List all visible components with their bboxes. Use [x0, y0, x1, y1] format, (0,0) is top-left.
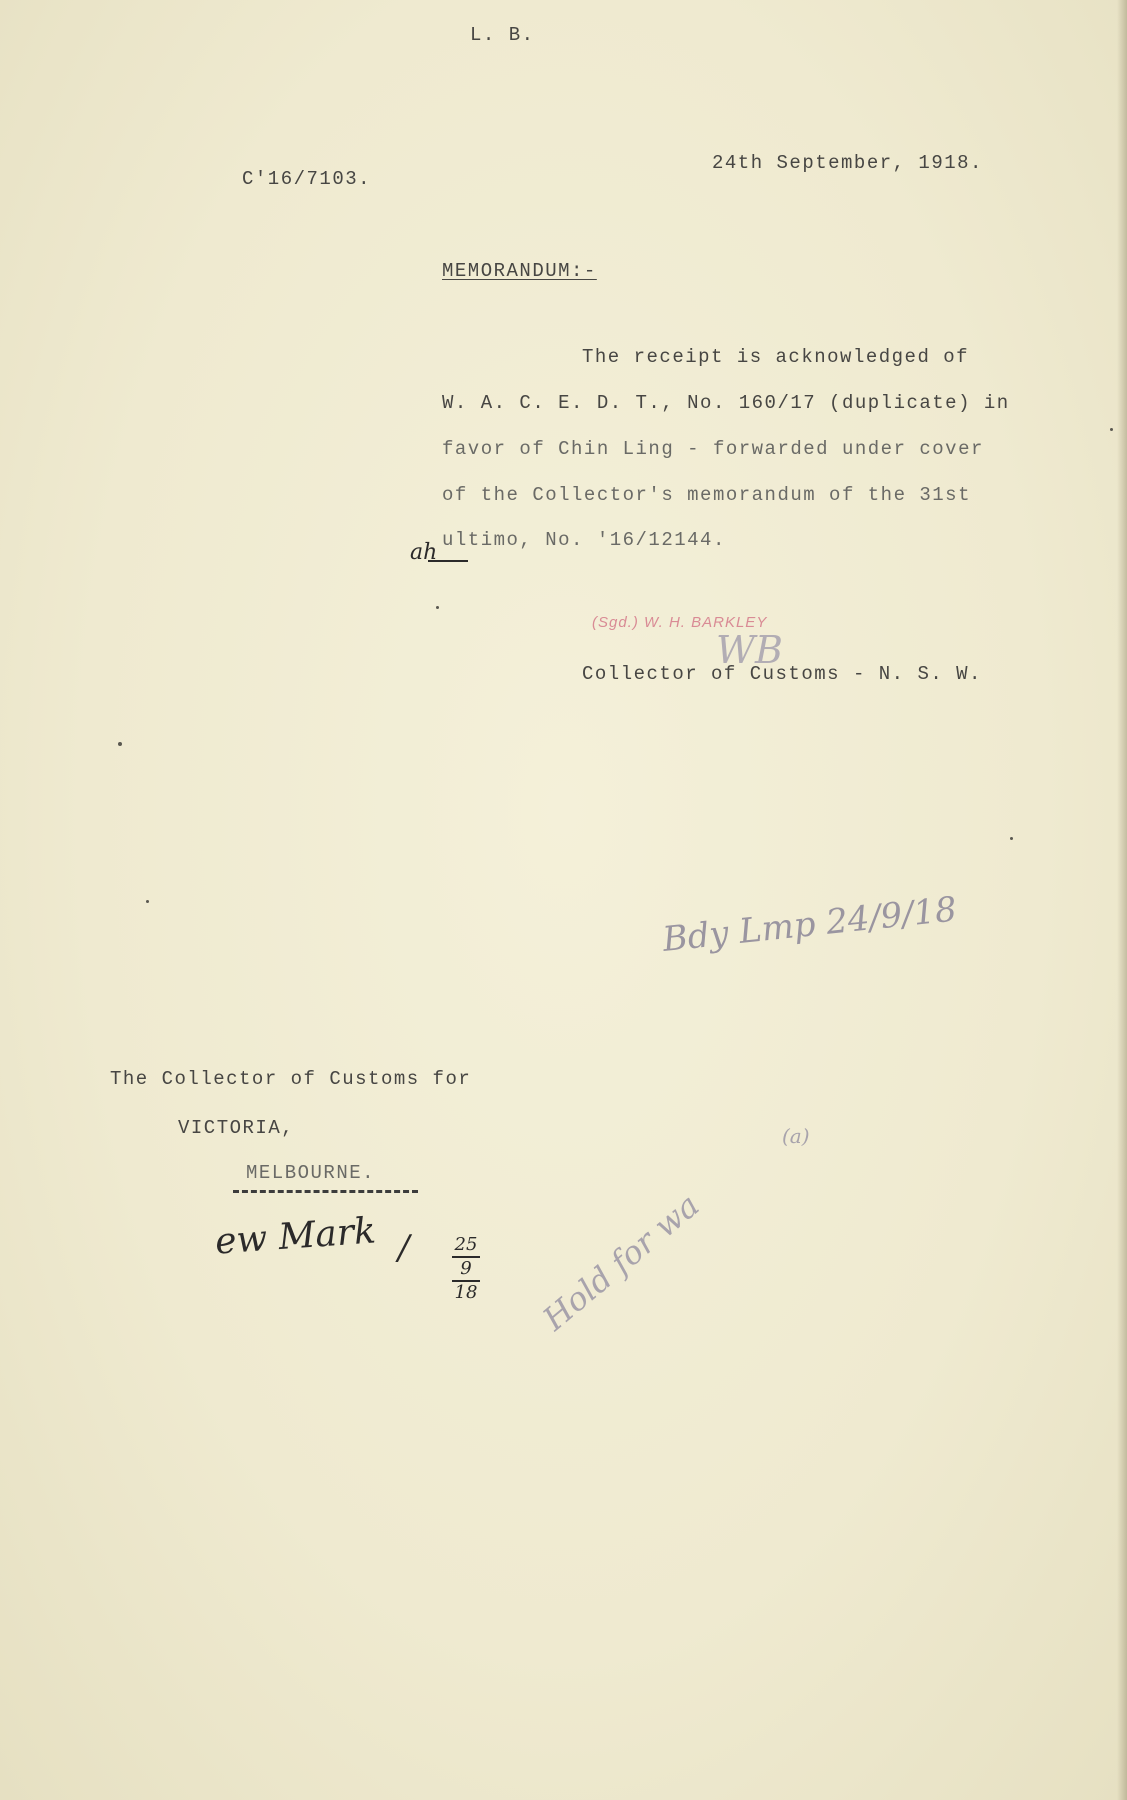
fraction-top: 25 — [454, 1234, 478, 1255]
fraction-bottom: 18 — [454, 1282, 478, 1303]
document-date: 24th September, 1918. — [712, 152, 983, 174]
paper-edge-shadow — [1117, 0, 1127, 1800]
signature-stamp: (Sgd.) W. H. BARKLEY — [592, 614, 768, 631]
body-line: ultimo, No. '16/12144. — [442, 529, 726, 551]
addressee-line-1: The Collector of Customs for — [110, 1068, 472, 1090]
handwritten-slash: / — [398, 1228, 410, 1268]
paper-speck — [118, 742, 122, 746]
body-line: The receipt is acknowledged of — [582, 346, 970, 368]
body-line: favor of Chin Ling - forwarded under cover — [442, 438, 984, 460]
handwritten-initial-mark: ah — [410, 540, 438, 565]
pencil-letter: (a) — [782, 1124, 810, 1148]
addressee-line-2: VICTORIA, — [178, 1117, 295, 1139]
addressee-line-3: MELBOURNE. — [246, 1162, 376, 1184]
pencil-diagonal-note: Hold for wa — [535, 1186, 707, 1338]
paper-speck — [1110, 428, 1113, 431]
reference-number: C'16/7103. — [242, 168, 372, 190]
handwritten-date-annotation: Bdy Lmp 24/9/18 — [660, 889, 959, 960]
paper-speck — [1010, 837, 1013, 840]
paper-speck — [436, 606, 439, 609]
dashed-divider — [233, 1190, 418, 1193]
memo-heading: MEMORANDUM:- — [442, 260, 597, 282]
pencil-paraph: WB — [716, 628, 783, 672]
paper-speck — [146, 900, 149, 903]
handwritten-date-fraction — [452, 1236, 480, 1302]
body-line: of the Collector's memorandum of the 31st — [442, 484, 971, 506]
signature-title: Collector of Customs - N. S. W. — [582, 663, 982, 685]
fraction-mid: 9 — [460, 1258, 472, 1279]
header-initials: L. B. — [470, 24, 535, 46]
body-line: W. A. C. E. D. T., No. 160/17 (duplicate) in — [442, 392, 1010, 414]
handwritten-note: ew Mark — [213, 1210, 378, 1263]
initial-underline — [428, 560, 468, 562]
